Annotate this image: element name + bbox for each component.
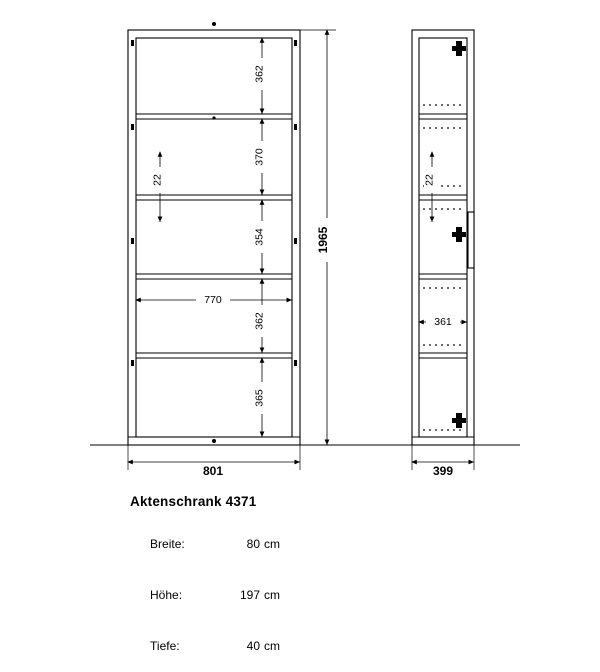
spec-unit-height: cm	[264, 588, 281, 602]
spec-value-height: 197	[239, 588, 261, 602]
dim-compartment-3: 354	[253, 228, 266, 246]
side-view-group	[412, 30, 474, 470]
dim-compartment-2: 370	[253, 148, 266, 166]
dim-shelf-width: 770	[204, 294, 222, 306]
spec-label-width: Breite:	[150, 537, 185, 551]
spec-value-depth: 40	[246, 639, 261, 653]
dim-overall-height: 1965	[316, 226, 330, 254]
spec-unit-depth: cm	[264, 639, 281, 653]
dim-overall-width: 801	[202, 464, 224, 478]
caption-block	[130, 494, 460, 672]
spec-row-depth	[130, 621, 460, 672]
dim-compartment-1: 362	[253, 65, 266, 83]
spec-label-depth: Tiefe:	[150, 639, 180, 653]
dim-front-panel-thickness: 22	[151, 174, 164, 186]
dim-inner-depth: 361	[434, 316, 452, 328]
spec-row-height	[130, 570, 460, 621]
dim-compartment-5: 365	[253, 389, 266, 407]
product-title: Aktenschrank 4371	[130, 494, 257, 509]
dim-side-panel-thickness: 22	[423, 174, 436, 186]
dim-overall-depth: 399	[432, 464, 454, 478]
spec-row-width	[130, 519, 460, 570]
dim-compartment-4: 362	[253, 312, 266, 330]
spec-label-height: Höhe:	[150, 588, 183, 602]
spec-value-width: 80	[246, 537, 261, 551]
spec-unit-width: cm	[264, 537, 281, 551]
